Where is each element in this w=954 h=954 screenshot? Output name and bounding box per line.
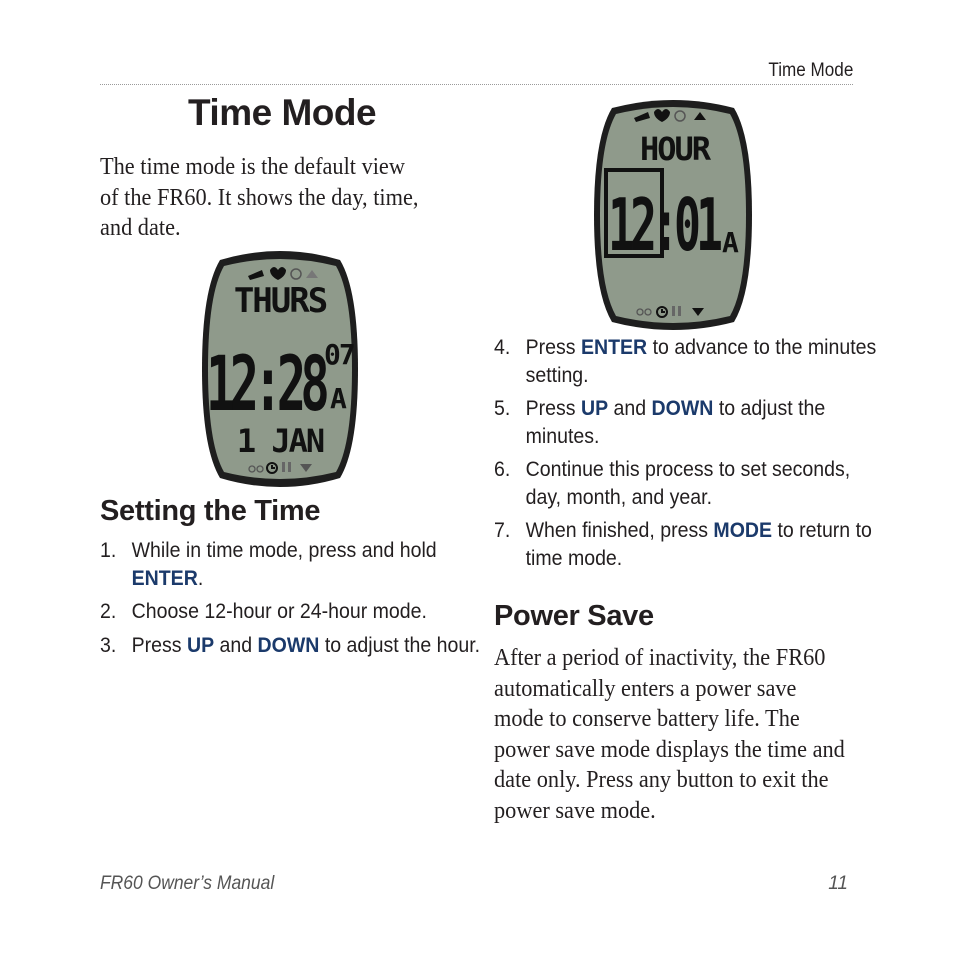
page-title: Time Mode [188, 92, 377, 133]
step-item [494, 334, 888, 389]
watch-time-mode-image [200, 250, 360, 488]
step-text: to adjust the hour. [319, 633, 481, 657]
step-number: 2. [100, 600, 117, 623]
watch-date: 1 JAN [236, 422, 324, 460]
step-text: Press [525, 397, 581, 420]
button-keyword: DOWN [651, 397, 714, 420]
button-keyword: MODE [713, 519, 773, 542]
step-number: 4. [494, 336, 511, 359]
page-number: 11 [828, 873, 848, 894]
intro-paragraph: The time mode is the default view of the FR60. It shows the day, time, and date. [100, 154, 419, 241]
watch-time: 12:01 [608, 183, 721, 267]
step-number: 6. [494, 458, 511, 481]
step-number: 5. [494, 397, 511, 420]
power-save-heading: Power Save [494, 600, 654, 632]
running-head: Time Mode [768, 60, 853, 81]
power-save-paragraph: After a period of inactivity, the FR60 automatically enters a power save mode to conserve battery life. The power save mode displays the time and date only. Press any button to exit the power save mode. [494, 645, 845, 824]
step-text: Press [131, 633, 187, 657]
step-text: While in time mode, press and hold [131, 539, 437, 562]
step-text: and [214, 633, 258, 657]
button-keyword: UP [186, 633, 215, 657]
button-keyword: ENTER [131, 566, 198, 590]
button-keyword: DOWN [257, 633, 320, 657]
step-text: Choose 12-hour or 24-hour mode. [131, 600, 427, 623]
button-keyword: UP [580, 397, 609, 420]
step-text: . [197, 566, 204, 590]
footer-manual-title: FR60 Owner’s Manual [100, 873, 275, 894]
step-number: 3. [100, 633, 117, 657]
setting-the-time-heading: Setting the Time [100, 495, 321, 527]
step-text: Continue this process to set seconds, day, month, and year. [525, 458, 851, 509]
watch-ampm: A [330, 382, 347, 415]
step-item [494, 456, 888, 511]
step-item [100, 632, 494, 660]
watch-day: THURS [233, 281, 327, 321]
step-text: to return to time mode. [525, 519, 872, 570]
watch-seconds: 07 [324, 338, 354, 371]
step-text: and [608, 397, 652, 420]
step-item [100, 598, 494, 626]
step-text: When finished, press [525, 519, 714, 542]
watch-hour-setting-image [592, 100, 754, 330]
step-text: Press [525, 336, 581, 359]
step-item [494, 517, 888, 572]
watch-time: 12:28 [206, 339, 327, 428]
step-item [494, 395, 888, 450]
step-text: to adjust the minutes. [525, 397, 826, 448]
watch-setting-label: HOUR [640, 130, 710, 168]
step-item [100, 537, 494, 592]
setting-steps-left [100, 537, 524, 665]
setting-steps-right [494, 334, 918, 578]
button-keyword: ENTER [580, 336, 648, 359]
step-text: to advance to the minutes setting. [525, 336, 877, 387]
watch-ampm: A [722, 226, 739, 259]
step-number: 1. [100, 539, 117, 562]
step-number: 7. [494, 519, 511, 542]
header-rule [100, 84, 853, 85]
